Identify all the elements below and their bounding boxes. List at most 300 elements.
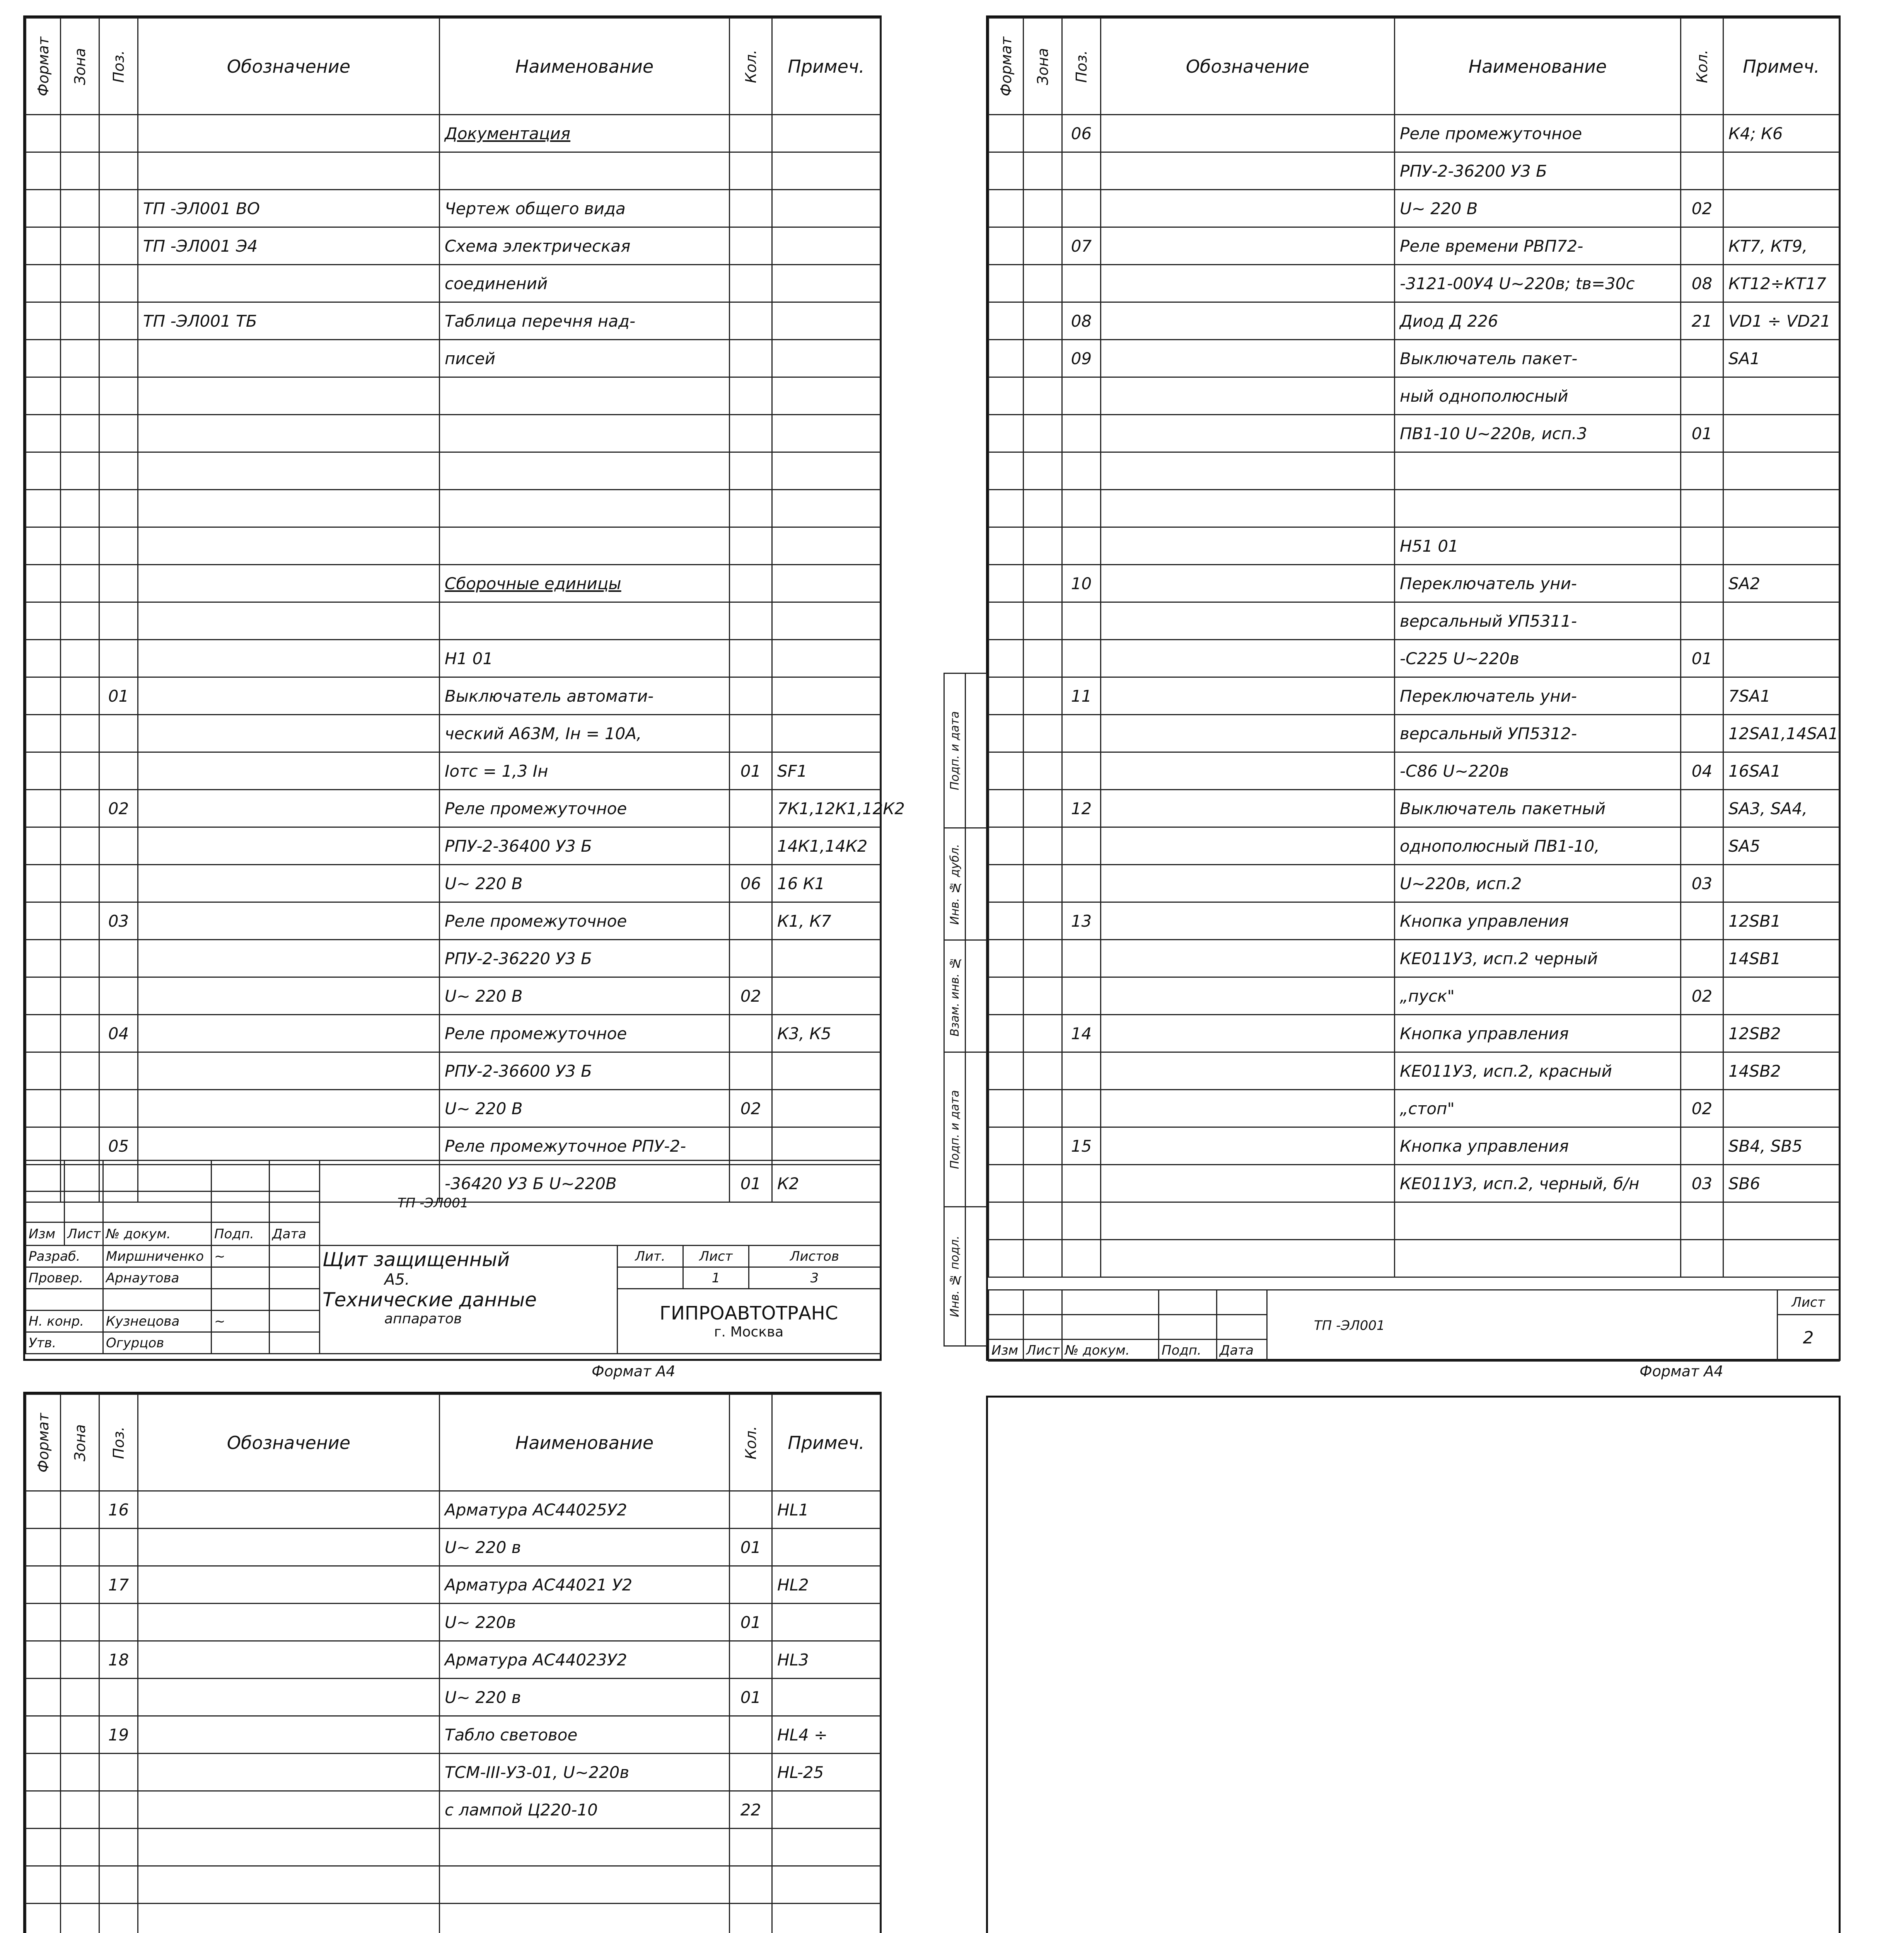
h-doc: № докум.	[103, 1222, 212, 1246]
col-format: Формат	[989, 18, 1024, 115]
col-designation: Обозначение	[1101, 18, 1395, 115]
cell-note: 16SA1	[1723, 752, 1839, 790]
cell-format	[989, 1127, 1024, 1165]
cell-designation	[138, 1052, 440, 1090]
cell-qty	[730, 377, 772, 415]
cell-format	[26, 265, 61, 302]
cell-qty	[730, 565, 772, 602]
cell-pos	[99, 302, 138, 340]
table-row	[989, 677, 1839, 715]
col-name: Наименование	[440, 18, 730, 115]
table-row	[989, 302, 1839, 340]
spec-body-sheet2	[989, 115, 1839, 1277]
col-zone: Зона	[61, 18, 99, 115]
cell-note	[1723, 152, 1839, 190]
cell-designation	[1101, 452, 1395, 490]
table-row	[989, 190, 1839, 227]
cell-designation	[1101, 827, 1395, 865]
col-qty: Кол.	[1681, 18, 1723, 115]
cell-name: РПУ-2-36220 У3 Б	[440, 940, 730, 977]
table-row	[989, 977, 1839, 1015]
table-row	[26, 1866, 880, 1904]
cell-name: Iотс = 1,3 Iн	[440, 752, 730, 790]
cell-format	[989, 527, 1024, 565]
side-label-3: Взам. инв. №	[944, 940, 966, 1052]
table-row	[26, 677, 880, 715]
spec-body-sheet3	[26, 1491, 880, 1933]
cell-qty	[1681, 1127, 1723, 1165]
cell-note: HL4 ÷	[772, 1716, 880, 1754]
cell-zone	[61, 115, 99, 152]
cell-designation	[1101, 902, 1395, 940]
cell-designation	[138, 827, 440, 865]
cell-qty: 06	[730, 865, 772, 902]
cell-zone	[1024, 302, 1062, 340]
cell-note	[772, 302, 880, 340]
table-row	[989, 490, 1839, 527]
cell-format	[989, 1165, 1024, 1202]
cell-qty	[1681, 1052, 1723, 1090]
cell-designation	[138, 1904, 440, 1933]
cell-format	[26, 1679, 61, 1716]
cell-format	[26, 1566, 61, 1604]
cell-designation	[138, 377, 440, 415]
cell-zone	[1024, 227, 1062, 265]
table-row	[989, 415, 1839, 452]
cell-designation	[138, 490, 440, 527]
col-note: Примеч.	[772, 1394, 880, 1491]
cell-designation	[138, 1090, 440, 1127]
cell-pos	[1062, 1240, 1101, 1277]
table-row	[26, 790, 880, 827]
cell-qty	[730, 152, 772, 190]
cell-name: Сборочные единицы	[440, 565, 730, 602]
cell-format	[989, 415, 1024, 452]
table-row	[989, 377, 1839, 415]
cell-qty	[730, 340, 772, 377]
cell-note	[772, 190, 880, 227]
cell-name: Переключатель уни-	[1395, 565, 1681, 602]
table-row	[26, 227, 880, 265]
cell-name	[440, 1829, 730, 1866]
doc-code: ТП -ЭЛ001	[1267, 1290, 1778, 1361]
cell-qty: 01	[730, 1165, 772, 1202]
org-block	[618, 1289, 880, 1354]
cell-note	[1723, 1240, 1839, 1277]
cell-zone	[1024, 827, 1062, 865]
cell-pos	[99, 115, 138, 152]
cell-format	[989, 565, 1024, 602]
cell-pos: 15	[1062, 1127, 1101, 1165]
cell-pos	[99, 1791, 138, 1829]
cell-qty	[730, 452, 772, 490]
table-row	[26, 1791, 880, 1829]
cell-format	[26, 865, 61, 902]
cell-note	[772, 227, 880, 265]
cell-designation	[1101, 602, 1395, 640]
cell-designation	[1101, 715, 1395, 752]
cell-pos	[99, 377, 138, 415]
cell-zone	[61, 790, 99, 827]
table-row	[989, 827, 1839, 865]
cell-designation	[1101, 1202, 1395, 1240]
cell-note	[772, 490, 880, 527]
cell-name: Выключатель пакетный	[1395, 790, 1681, 827]
cell-pos	[99, 1754, 138, 1791]
cell-name: Выключатель автомати-	[440, 677, 730, 715]
cell-format	[26, 940, 61, 977]
cell-format	[26, 152, 61, 190]
cell-note	[772, 1679, 880, 1716]
cell-zone	[61, 1566, 99, 1604]
cell-zone	[61, 940, 99, 977]
cell-name: U~ 220 в	[440, 1679, 730, 1716]
cell-name: КЕ011У3, исп.2 черный	[1395, 940, 1681, 977]
cell-format	[26, 715, 61, 752]
cell-zone	[1024, 340, 1062, 377]
col-pos: Поз.	[99, 18, 138, 115]
table-row	[989, 752, 1839, 790]
cell-designation	[138, 527, 440, 565]
side-label-1: Подп. и дата	[944, 673, 966, 828]
cell-name: версальный УП5312-	[1395, 715, 1681, 752]
spec-body-sheet1	[26, 115, 905, 1202]
cell-designation: ТП -ЭЛ001 ВО	[138, 190, 440, 227]
cell-name	[440, 1904, 730, 1933]
cell-designation	[138, 1754, 440, 1791]
cell-zone	[61, 340, 99, 377]
cell-name: U~ 220 В	[440, 1090, 730, 1127]
cell-qty	[730, 227, 772, 265]
cell-note	[772, 940, 880, 977]
table-row	[989, 527, 1839, 565]
cell-name: U~ 220 в	[440, 1529, 730, 1566]
cell-pos	[99, 1866, 138, 1904]
cell-zone	[61, 602, 99, 640]
cell-note: 14SB1	[1723, 940, 1839, 977]
table-row	[989, 1165, 1839, 1202]
cell-format	[26, 115, 61, 152]
cell-pos: 03	[99, 902, 138, 940]
cell-zone	[1024, 940, 1062, 977]
table-row	[26, 115, 880, 152]
cell-pos	[99, 227, 138, 265]
cell-note	[1723, 452, 1839, 490]
cell-name	[440, 1866, 730, 1904]
cell-note	[772, 452, 880, 490]
cell-qty	[730, 790, 772, 827]
cell-note	[772, 1904, 880, 1933]
cell-name: U~220в, исп.2	[1395, 865, 1681, 902]
cell-designation	[1101, 490, 1395, 527]
table-row	[989, 1052, 1839, 1090]
cell-qty	[730, 1052, 772, 1090]
cell-pos	[99, 490, 138, 527]
cell-pos	[99, 1090, 138, 1127]
cell-name: -С86 U~220в	[1395, 752, 1681, 790]
cell-note	[1723, 377, 1839, 415]
role-utv: Утв.	[26, 1332, 103, 1354]
cell-zone	[1024, 190, 1062, 227]
cell-qty: 08	[1681, 265, 1723, 302]
cell-pos: 12	[1062, 790, 1101, 827]
cell-format	[26, 677, 61, 715]
cell-format	[26, 340, 61, 377]
cell-name	[440, 377, 730, 415]
cell-name: Кнопка управления	[1395, 1015, 1681, 1052]
cell-zone	[1024, 715, 1062, 752]
cell-note	[772, 527, 880, 565]
cell-name	[440, 602, 730, 640]
cell-qty	[1681, 677, 1723, 715]
cell-designation	[138, 602, 440, 640]
cell-qty: 22	[730, 1791, 772, 1829]
cell-designation	[138, 902, 440, 940]
cell-qty: 02	[1681, 190, 1723, 227]
col-pos: Поз.	[99, 1394, 138, 1491]
cell-note: К2	[772, 1165, 880, 1202]
cell-zone	[1024, 677, 1062, 715]
cell-format	[989, 1052, 1024, 1090]
cell-format	[26, 302, 61, 340]
cell-pos	[99, 1829, 138, 1866]
cell-pos: 16	[99, 1491, 138, 1529]
cell-format	[26, 1641, 61, 1679]
cell-designation	[138, 865, 440, 902]
col-note: Примеч.	[1723, 18, 1839, 115]
cell-designation	[138, 940, 440, 977]
cell-zone	[1024, 490, 1062, 527]
cell-format	[26, 415, 61, 452]
cell-note	[772, 977, 880, 1015]
name-razrab: Миршниченко	[103, 1246, 212, 1267]
cell-name: КЕ011У3, исп.2, красный	[1395, 1052, 1681, 1090]
cell-qty	[730, 715, 772, 752]
cell-designation	[1101, 1090, 1395, 1127]
cell-pos: 10	[1062, 565, 1101, 602]
cell-note	[1723, 640, 1839, 677]
table-row	[26, 865, 880, 902]
cell-note: 7К1,12К1,12К2	[772, 790, 880, 827]
cell-note: 12SB2	[1723, 1015, 1839, 1052]
cell-designation	[138, 340, 440, 377]
org-name: ГИПРОАВТОТРАНС	[659, 1302, 838, 1324]
side-label-4: Подп. и дата	[944, 1052, 966, 1207]
cell-zone	[61, 827, 99, 865]
cell-pos: 02	[99, 790, 138, 827]
col-zone: Зона	[1024, 18, 1062, 115]
table-row	[26, 152, 880, 190]
col-name: Наименование	[440, 1394, 730, 1491]
cell-format	[989, 1240, 1024, 1277]
cell-zone	[1024, 602, 1062, 640]
cell-designation	[1101, 865, 1395, 902]
cell-zone	[1024, 640, 1062, 677]
cell-note	[772, 1829, 880, 1866]
cell-name	[1395, 490, 1681, 527]
cell-zone	[1024, 377, 1062, 415]
cell-zone	[61, 1529, 99, 1566]
cell-designation	[138, 1866, 440, 1904]
cell-zone	[1024, 865, 1062, 902]
table-row	[989, 115, 1839, 152]
cell-zone	[61, 1904, 99, 1933]
signature: ~	[212, 1311, 270, 1332]
cell-format	[989, 340, 1024, 377]
cell-designation	[1101, 115, 1395, 152]
cell-qty	[730, 415, 772, 452]
cell-qty	[1681, 602, 1723, 640]
cell-name: Переключатель уни-	[1395, 677, 1681, 715]
cell-designation	[1101, 790, 1395, 827]
cell-qty	[1681, 565, 1723, 602]
cell-qty	[730, 940, 772, 977]
cell-name: соединений	[440, 265, 730, 302]
h-sign: Подп.	[1159, 1340, 1217, 1361]
cell-qty	[1681, 1015, 1723, 1052]
cell-note: VD1 ÷ VD21	[1723, 302, 1839, 340]
cell-qty	[730, 1015, 772, 1052]
table-row	[989, 1090, 1839, 1127]
sheet-3	[23, 1392, 882, 1933]
cell-pos	[99, 752, 138, 790]
cell-zone	[1024, 1052, 1062, 1090]
cell-name: Документация	[440, 115, 730, 152]
cell-name	[1395, 1240, 1681, 1277]
format-label-1: Формат А4	[592, 1363, 676, 1380]
h-sign: Подп.	[212, 1222, 270, 1246]
cell-qty	[730, 1866, 772, 1904]
table-row	[989, 1015, 1839, 1052]
cell-note: SA1	[1723, 340, 1839, 377]
cell-name: U~ 220 В	[440, 977, 730, 1015]
cell-name: -С225 U~220в	[1395, 640, 1681, 677]
cell-name	[440, 490, 730, 527]
cell-name: ческий А63М, Iн = 10А,	[440, 715, 730, 752]
cell-pos	[1062, 1202, 1101, 1240]
h-date: Дата	[1217, 1340, 1267, 1361]
cell-zone	[1024, 1015, 1062, 1052]
cell-zone	[1024, 565, 1062, 602]
cell-note: SB4, SB5	[1723, 1127, 1839, 1165]
cell-format	[989, 640, 1024, 677]
cell-qty: 02	[1681, 1090, 1723, 1127]
cell-qty: 01	[730, 1604, 772, 1641]
cell-pos	[99, 1904, 138, 1933]
cell-zone	[1024, 527, 1062, 565]
cell-qty: 02	[730, 1090, 772, 1127]
cell-name: Выключатель пакет-	[1395, 340, 1681, 377]
cell-pos	[1062, 1052, 1101, 1090]
cell-zone	[61, 865, 99, 902]
cell-qty	[1681, 940, 1723, 977]
cell-zone	[61, 415, 99, 452]
cell-format	[26, 977, 61, 1015]
cell-format	[989, 790, 1024, 827]
cell-qty	[1681, 227, 1723, 265]
col-format: Формат	[26, 18, 61, 115]
cell-format	[26, 1052, 61, 1090]
cell-format	[989, 377, 1024, 415]
cell-note: HL3	[772, 1641, 880, 1679]
cell-note: К4; К6	[1723, 115, 1839, 152]
cell-zone	[61, 677, 99, 715]
cell-pos: 11	[1062, 677, 1101, 715]
list-label: Лист	[683, 1246, 749, 1267]
cell-pos: 05	[99, 1127, 138, 1165]
cell-designation	[1101, 940, 1395, 977]
cell-qty	[730, 1566, 772, 1604]
cell-pos	[1062, 1165, 1101, 1202]
cell-format	[989, 1015, 1024, 1052]
cell-name	[440, 415, 730, 452]
cell-zone	[61, 1491, 99, 1529]
cell-note	[1723, 490, 1839, 527]
cell-pos	[1062, 527, 1101, 565]
cell-format	[989, 602, 1024, 640]
cell-name: РПУ-2-36600 У3 Б	[440, 1052, 730, 1090]
cell-designation	[1101, 1127, 1395, 1165]
cell-pos	[1062, 752, 1101, 790]
cell-zone	[61, 227, 99, 265]
cell-note: SB6	[1723, 1165, 1839, 1202]
cell-designation	[1101, 527, 1395, 565]
cell-pos: 04	[99, 1015, 138, 1052]
table-row	[26, 415, 880, 452]
table-row	[989, 265, 1839, 302]
table-row	[989, 902, 1839, 940]
cell-format	[989, 490, 1024, 527]
cell-pos: 13	[1062, 902, 1101, 940]
cell-qty	[730, 1641, 772, 1679]
cell-pos	[99, 1679, 138, 1716]
col-note: Примеч.	[772, 18, 880, 115]
col-designation: Обозначение	[138, 1394, 440, 1491]
cell-format	[989, 1202, 1024, 1240]
cell-qty	[730, 827, 772, 865]
table-row	[26, 602, 880, 640]
table-row	[26, 827, 880, 865]
cell-zone	[1024, 790, 1062, 827]
cell-pos: 06	[1062, 115, 1101, 152]
cell-format	[989, 715, 1024, 752]
cell-format	[26, 1090, 61, 1127]
cell-pos	[1062, 152, 1101, 190]
cell-qty	[730, 490, 772, 527]
cell-zone	[1024, 1127, 1062, 1165]
cell-format	[989, 940, 1024, 977]
cell-qty: 01	[730, 752, 772, 790]
list-value: 1	[683, 1267, 749, 1289]
table-row	[26, 1604, 880, 1641]
cell-qty: 21	[1681, 302, 1723, 340]
table-row	[26, 1716, 880, 1754]
table-row	[26, 490, 880, 527]
cell-zone	[61, 565, 99, 602]
cell-pos	[1062, 940, 1101, 977]
cell-format	[26, 565, 61, 602]
cell-format	[26, 1716, 61, 1754]
cell-designation	[138, 677, 440, 715]
cell-note	[772, 115, 880, 152]
spec-table-sheet3	[25, 1394, 881, 1933]
cell-zone	[1024, 1165, 1062, 1202]
table-row	[26, 527, 880, 565]
cell-name: Арматура АС44021 У2	[440, 1566, 730, 1604]
cell-designation	[1101, 1052, 1395, 1090]
table-row	[989, 602, 1839, 640]
table-row	[989, 865, 1839, 902]
